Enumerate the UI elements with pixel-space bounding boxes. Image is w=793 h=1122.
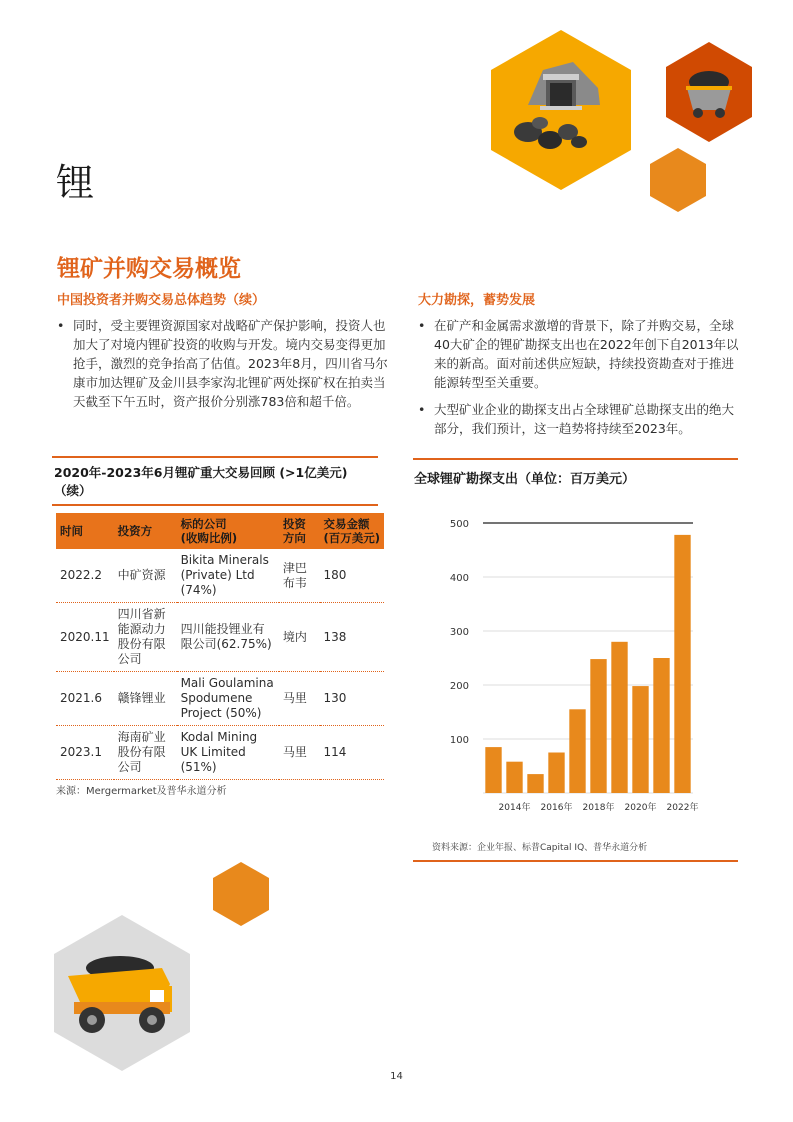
hexagon-decoration-top (480, 20, 760, 220)
header-target: 标的公司 (收购比例) (177, 513, 279, 549)
section-title: 锂矿并购交易概览 (57, 256, 241, 282)
page-number: 14 (390, 1071, 403, 1082)
bar (590, 659, 606, 793)
y-tick-label: 200 (449, 681, 469, 692)
page-title: 锂 (56, 161, 95, 205)
bar (632, 686, 648, 793)
cell-investor: 四川省新能源动力股份有限公司 (114, 603, 177, 672)
cell-date: 2020.11 (56, 603, 114, 672)
bar (611, 642, 627, 793)
cell-target: 四川能投锂业有限公司(62.75%) (177, 603, 279, 672)
cell-direction: 马里 (279, 726, 320, 780)
table-row (56, 726, 384, 780)
x-tick-label: 2022年 (666, 803, 699, 813)
table-title: 2020年-2023年6月锂矿重大交易回顾 (>1亿美元)（续） (52, 456, 378, 506)
table-header-row (56, 513, 384, 549)
hexagon-orange-small (650, 148, 706, 212)
table-row (56, 672, 384, 726)
y-tick-label: 100 (449, 735, 469, 746)
bar (527, 774, 543, 793)
right-bullet-2: • 大型矿业企业的勘探支出占全球锂矿总勘探支出的绝大部分，我们预计，这一趋势将持续至2023年。 (418, 400, 740, 438)
cell-amount: 138 (320, 603, 385, 672)
cell-direction: 境内 (279, 603, 320, 672)
cell-amount: 114 (320, 726, 385, 780)
cell-direction: 津巴布韦 (279, 549, 320, 603)
cell-date: 2023.1 (56, 726, 114, 780)
cell-target: Mali Goulamina Spodumene Project (50%) (177, 672, 279, 726)
bar (485, 747, 501, 793)
cell-investor: 赣锋锂业 (114, 672, 177, 726)
cell-amount: 130 (320, 672, 385, 726)
header-date: 时间 (56, 513, 114, 549)
bar (653, 658, 669, 793)
right-heading: 大力勘探，蓄势发展 (418, 293, 536, 308)
cell-investor: 中矿资源 (114, 549, 177, 603)
hexagon-orange-small (213, 862, 269, 926)
lithium-exploration-bar-chart (413, 500, 738, 825)
chart-source: 资料来源：企业年报、标普Capital IQ、普华永道分析 (432, 843, 648, 853)
table-source: 来源：Mergermarket及普华永道分析 (56, 786, 227, 797)
cell-date: 2021.6 (56, 672, 114, 726)
left-heading: 中国投资者并购交易总体趋势（续） (57, 293, 266, 308)
bar (569, 709, 585, 793)
cell-direction: 马里 (279, 672, 320, 726)
chart-bottom-rule (413, 860, 738, 862)
cell-date: 2022.2 (56, 549, 114, 603)
deals-table (56, 513, 384, 780)
cell-target: Kodal Mining UK Limited (51%) (177, 726, 279, 780)
right-bullet-list (418, 316, 740, 446)
left-bullet-list (57, 316, 397, 419)
header-direction: 投资 方向 (279, 513, 320, 549)
x-tick-label: 2020年 (624, 803, 657, 813)
table-row (56, 603, 384, 672)
header-investor: 投资方 (114, 513, 177, 549)
chart-title: 全球锂矿勘探支出（单位：百万美元） (414, 472, 636, 487)
y-tick-label: 400 (449, 573, 469, 584)
y-tick-label: 300 (449, 627, 469, 638)
cell-investor: 海南矿业股份有限公司 (114, 726, 177, 780)
left-bullet-1: • 同时，受主要锂资源国家对战略矿产保护影响，投资人也加大了对境内锂矿投资的收购与开发。境内交易变得更加抢手，激烈的竞争抬高了估值。2023年8月，四川省马尔康市加达锂矿及金川县李家沟北锂矿两处探矿权在拍卖当天截至下午五时，资产报价分别涨783倍和超千倍。 (57, 316, 397, 411)
right-bullet-1: • 在矿产和金属需求激增的背景下，除了并购交易，全球40大矿企的锂矿勘探支出也在2022年创下自2013年以来的新高。面对前述供应短缺，持续投资勘查对于推进能源转型至关重要。 (418, 316, 740, 392)
header-amount: 交易金额 (百万美元) (320, 513, 385, 549)
hexagon-decoration-bottom (50, 860, 280, 1075)
x-tick-label: 2016年 (540, 803, 573, 813)
bar (506, 762, 522, 793)
x-tick-label: 2018年 (582, 803, 615, 813)
x-tick-label: 2014年 (498, 803, 531, 813)
chart-top-rule (413, 458, 738, 460)
bar (674, 535, 690, 793)
table-row (56, 549, 384, 603)
bar (548, 753, 564, 794)
y-tick-label: 500 (449, 519, 469, 530)
cell-target: Bikita Minerals (Private) Ltd (74%) (177, 549, 279, 603)
cell-amount: 180 (320, 549, 385, 603)
